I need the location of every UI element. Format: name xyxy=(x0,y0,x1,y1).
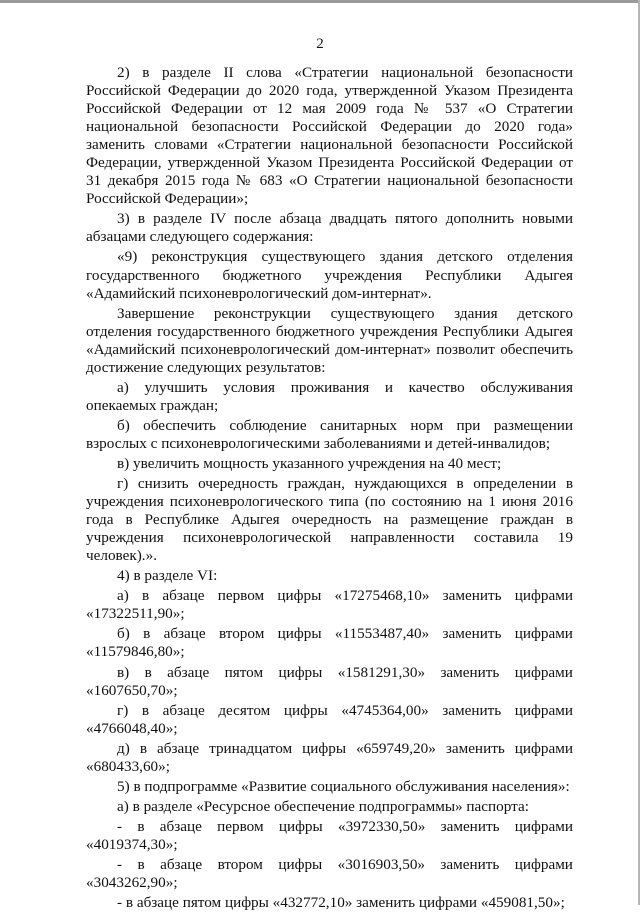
amendment-word: заменить xyxy=(442,701,502,719)
amendment-v xyxy=(86,664,573,700)
paragraph-results-intro: Завершение реконструкции существующего здания детского отделения государственного бюджетного учреждения Республики Адыгея «Адамийский психоневрологический дом-интернат» позволит обеспечить достижение следующих результатов: xyxy=(86,304,573,376)
amendment-word: заменить xyxy=(440,817,500,835)
amendment-line xyxy=(86,740,573,758)
amendment-word: «3016903,50» xyxy=(337,855,425,873)
amendment-word: - xyxy=(117,817,123,835)
amendment-word: заменить xyxy=(445,739,505,757)
amendment-word: в xyxy=(143,625,151,643)
amendment-word: тринадцатом xyxy=(209,739,293,757)
paragraph-item-5: 5) в подпрограмме «Развитие социального обслуживания населения»: xyxy=(117,777,570,795)
amendment-new-value: «1607650,70»; xyxy=(86,681,178,699)
amendment-word: цифры xyxy=(283,701,328,719)
amendment-word: абзаце xyxy=(162,701,205,719)
amendment-word: абзаце xyxy=(157,739,200,757)
amendment-new-value: «4766048,40»; xyxy=(86,719,178,737)
paragraph-item-2: 2) в разделе II слова «Стратегии национальной безопасности Российской Федерации до 2020 года, утвержденной Указом Президента Российской Федерации от 12 мая 2009 года № 537 «О Стратегии национальной безопасности Российской Федерации до 2020 года» заменить словами «Стратегии национальной безопасности Российской Федерации, утвержденной Указом Президента Российской Федерации от 31 декабря 2015 года № 683 «О Стратегии национальной безопасности Российской Федерации»; xyxy=(86,64,573,208)
amendment-g xyxy=(86,702,573,738)
amendment-line xyxy=(86,664,573,682)
amendment-new-value: «11579846,80»; xyxy=(86,643,185,661)
amendment-word: цифры xyxy=(278,817,323,835)
paragraph-item-4: 4) в разделе VI: xyxy=(117,567,218,585)
amendment-line xyxy=(86,818,573,836)
amendment-word: г) xyxy=(117,701,129,719)
amendment-word: абзаце xyxy=(167,663,210,681)
amendment-word: десятом xyxy=(218,701,271,719)
paragraph-dash-fifth: - в абзаце пятом цифры «432772,10» заменить цифрами «459081,50»; xyxy=(117,894,565,912)
amendment-word: «4745364,00» xyxy=(341,701,429,719)
amendment-word: в xyxy=(139,739,147,757)
amendment-word: «1581291,30» xyxy=(337,663,426,681)
amendment-dash-second xyxy=(86,856,573,892)
amendment-word: цифрами xyxy=(514,587,573,605)
amendment-new-value: «3043262,90»; xyxy=(86,874,178,892)
paragraph-result-a: а) улучшить условия проживания и качество обслуживания опекаемых граждан; xyxy=(86,378,573,414)
amendment-word: цифрами xyxy=(514,663,573,681)
amendment-word: б) xyxy=(117,625,130,643)
paragraph-new-item-9: «9) реконструкция существующего здания детского отделения государственного бюджетного учреждения Республики Адыгея «Адамийский психоневрологический дом-интернат». xyxy=(86,248,573,302)
amendment-word: цифры xyxy=(302,739,347,757)
amendment-word: цифрами xyxy=(514,701,573,719)
amendment-new-value: «17322511,90»; xyxy=(86,605,185,623)
amendment-word: заменить xyxy=(440,663,500,681)
amendment-dash-first xyxy=(86,818,573,854)
amendment-word: д) xyxy=(117,739,130,757)
amendment-word: цифрами xyxy=(514,817,573,835)
amendment-word: «17275468,10» xyxy=(334,587,430,605)
amendment-new-value: «680433,60»; xyxy=(86,757,170,775)
paragraph-item-5a: а) в разделе «Ресурсное обеспечение подпрограммы» паспорта: xyxy=(117,797,529,815)
amendment-word: в xyxy=(137,817,145,835)
amendment-word: в xyxy=(144,663,152,681)
page-number: 2 xyxy=(316,36,324,52)
paragraph-result-v: в) увеличить мощность указанного учреждения на 40 мест; xyxy=(117,454,502,472)
amendment-word: абзаце xyxy=(162,587,205,605)
amendment-word: втором xyxy=(217,855,263,873)
amendment-word: пятом xyxy=(224,663,264,681)
amendment-word: в xyxy=(141,701,150,719)
document-body xyxy=(86,64,573,912)
amendment-word: заменить xyxy=(440,855,500,873)
amendment-word: абзаце xyxy=(159,817,202,835)
amendment-b xyxy=(86,625,573,661)
amendment-word: цифры xyxy=(277,625,322,643)
amendment-line xyxy=(86,856,573,874)
amendment-word: в xyxy=(142,587,150,605)
amendment-word: первом xyxy=(217,587,265,605)
amendment-word: «11553487,40» xyxy=(334,625,430,643)
amendment-word: первом xyxy=(217,817,264,835)
amendment-a xyxy=(86,587,573,623)
amendment-word: цифрами xyxy=(514,625,573,643)
amendment-word: в xyxy=(137,855,145,873)
amendment-new-value: «4019374,30»; xyxy=(86,835,178,853)
paragraph-result-g: г) снизить очередность граждан, нуждающихся в определении в учреждения психоневрологического типа (по состоянию на 1 июня 2016 года в Республике Адыгея очередность на размещение граждан в учреждения психоневрологической направленности составила 19 человек).». xyxy=(86,475,573,565)
scan-top-edge xyxy=(0,0,640,3)
amendment-word: цифры xyxy=(277,587,322,605)
amendment-word: цифры xyxy=(278,663,323,681)
amendment-word: цифры xyxy=(278,855,323,873)
amendment-word: - xyxy=(117,855,123,873)
amendment-word: заменить xyxy=(442,587,502,605)
amendment-word: «3972330,50» xyxy=(338,817,426,835)
amendment-word: цифрами xyxy=(514,739,573,757)
amendment-word: «659749,20» xyxy=(356,739,436,757)
amendment-line xyxy=(86,702,573,720)
amendment-word: абзаце xyxy=(160,855,203,873)
amendment-line xyxy=(86,625,573,643)
amendment-word: абзаце xyxy=(163,625,206,643)
amendment-word: втором xyxy=(218,625,265,643)
amendment-word: а) xyxy=(117,587,129,605)
amendment-word: в) xyxy=(117,663,130,681)
amendment-word: заменить xyxy=(442,625,502,643)
amendment-d xyxy=(86,740,573,776)
paragraph-item-3: 3) в разделе IV после абзаца двадцать пятого дополнить новыми абзацами следующего содержания: xyxy=(86,210,573,246)
paragraph-result-b: б) обеспечить соблюдение санитарных норм при размещении взрослых с психоневрологическими заболеваниями и детей-инвалидов; xyxy=(86,416,573,452)
amendment-line xyxy=(86,587,573,605)
amendment-word: цифрами xyxy=(514,855,573,873)
